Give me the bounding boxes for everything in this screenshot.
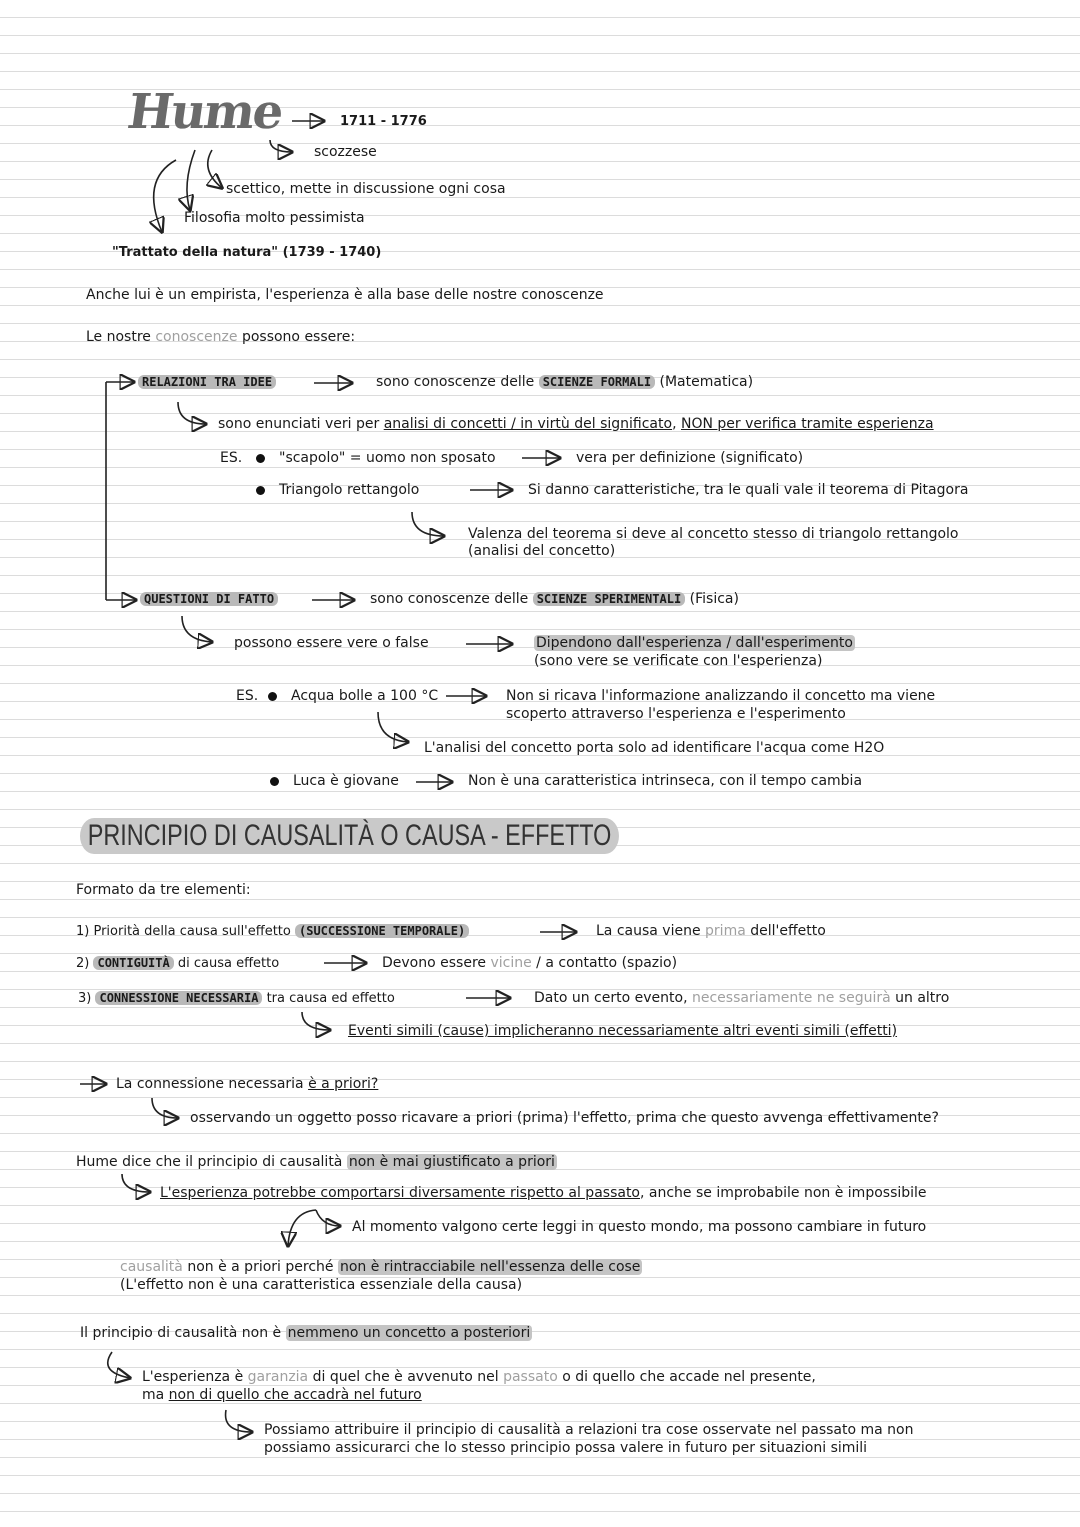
p2-res-b: / a contatto (spazio) [531, 955, 678, 971]
enunc-c: , [672, 416, 681, 432]
relazioni-desc [376, 374, 753, 391]
p3-hl: CONNESSIONE NECESSARIA [95, 991, 262, 1005]
caus-hl: non è rintracciabile nell'essenza delle cose [339, 1259, 641, 1275]
apost-exp-a: L'esperienza è [142, 1369, 248, 1385]
questioni-example-1 [268, 688, 438, 705]
principle-3-note: Eventi simili (cause) implicheranno necessariamente altri eventi simili (effetti) [348, 1023, 898, 1039]
questioni-es: ES. [236, 688, 259, 704]
enunc-d: NON per verifica tramite esperienza [680, 416, 934, 432]
relazioni-desc-prefix: sono conoscenze delle [376, 374, 539, 390]
trait-sceptic: scettico, mette in discussione ogni cosa [226, 181, 506, 197]
principle-1-result [596, 923, 826, 940]
relazioni-desc-suffix: (Matematica) [655, 374, 754, 390]
knowledge-grey: conoscenze [155, 329, 238, 345]
principle-3-result [534, 990, 949, 1007]
questioni-example-2 [270, 773, 399, 790]
apriori-question [116, 1076, 378, 1093]
q-a: La connessione necessaria [116, 1076, 309, 1092]
q-u: è a priori? [308, 1076, 379, 1092]
questioni-desc-suffix: (Fisica) [685, 591, 739, 607]
questioni-label-text: QUESTIONI DI FATTO [140, 592, 278, 606]
trait-pessimist: Filosofia molto pessimista [184, 210, 365, 226]
p1-res-g: prima [705, 923, 746, 939]
relazioni-desc-hl: SCIENZE FORMALI [539, 375, 655, 389]
p2-b: di causa effetto [173, 956, 280, 971]
p3-b: tra causa ed effetto [262, 991, 395, 1006]
principle-3 [78, 990, 395, 1007]
aposteriori-final-2: possiamo assicurarci che lo stesso principio possa valere in futuro per situazioni simili [264, 1440, 868, 1456]
p2-res-g: vicine [490, 955, 532, 971]
work-title: "Trattato della natura" (1739 - 1740) [112, 245, 382, 260]
hume-says [76, 1154, 557, 1171]
formato-line: Formato da tre elementi: [76, 882, 251, 898]
apost-exp2-a: ma [142, 1387, 169, 1403]
apost-exp-g1: garanzia [247, 1369, 309, 1385]
hume-a: Hume dice che il principio di causalità [76, 1154, 347, 1170]
dep1-text: Dipendono dall'esperienza / dall'esperimento [536, 635, 853, 651]
exp-u: L'esperienza potrebbe comportarsi diversamente rispetto al passato [160, 1185, 640, 1201]
exp-b: , anche se improbabile non è impossibile [640, 1185, 927, 1201]
bullet-icon [256, 486, 265, 495]
relazioni-es: ES. [220, 450, 243, 466]
dates: 1711 - 1776 [340, 114, 427, 129]
questioni-desc [370, 591, 739, 608]
bullet-icon [256, 454, 265, 463]
p1-a: 1) Priorità della causa sull'effetto [76, 924, 295, 939]
principle-2 [76, 955, 279, 972]
relazioni-example-2 [256, 482, 419, 499]
knowledge-suffix: possono essere: [237, 329, 356, 345]
q-ex1-text: Acqua bolle a 100 °C [291, 688, 439, 704]
relazioni-example-1-result: vera per definizione (significato) [576, 450, 804, 466]
questioni-dep-2: (sono vere se verificate con l'esperienza) [534, 653, 823, 669]
aposteriori-exp-1 [142, 1369, 816, 1386]
q-ex2-text: Luca è giovane [293, 773, 399, 789]
p3-res-g: necessariamente ne seguirà [691, 990, 891, 1006]
questioni-example-1-res-1: Non si ricava l'informazione analizzando il concetto ma viene [506, 688, 936, 704]
relazioni-example-1 [256, 450, 496, 467]
apost-hl: nemmeno un concetto a posteriori [287, 1325, 531, 1341]
empirista-line: Anche lui è un empirista, l'esperienza è alla base delle nostre conoscenze [86, 287, 604, 303]
laws-line: Al momento valgono certe leggi in questo mondo, ma possono cambiare in futuro [352, 1219, 927, 1235]
section-title: PRINCIPIO DI CAUSALITÀ O CAUSA - EFFETTO [80, 818, 619, 854]
p3-res-a: Dato un certo evento, [534, 990, 692, 1006]
relazioni-label-text: RELAZIONI TRA IDEE [138, 375, 276, 389]
aposteriori-final-1: Possiamo attribuire il principio di causalità a relazioni tra cose osservate nel passato ma non [264, 1422, 914, 1438]
p3-res-b: un altro [890, 990, 950, 1006]
nationality: scozzese [314, 144, 377, 160]
causality-line [120, 1259, 642, 1276]
p2-hl: CONTIGUITÀ [93, 956, 173, 970]
p1-res-a: La causa viene [596, 923, 706, 939]
page-title: Hume [124, 84, 286, 140]
questioni-truth: possono essere vere o false [234, 635, 429, 651]
apost-exp2-u: non di quello che accadrà nel futuro [168, 1387, 422, 1403]
questioni-example-1-note: L'analisi del concetto porta solo ad identificare l'acqua come H2O [424, 740, 885, 756]
p1-hl: (SUCCESSIONE TEMPORALE) [295, 924, 469, 938]
causality-note: (L'effetto non è una caratteristica essenziale della causa) [120, 1277, 523, 1293]
questioni-desc-hl: SCIENZE SPERIMENTALI [533, 592, 686, 606]
p1-res-b: dell'effetto [745, 923, 826, 939]
relazioni-example-2-result: Si danno caratteristiche, tra le quali vale il teorema di Pitagora [528, 482, 969, 498]
relazioni-enunciati [218, 416, 934, 433]
questioni-label [140, 591, 278, 608]
apost-exp-c: o di quello che accade nel presente, [557, 1369, 816, 1385]
experience-line [160, 1185, 927, 1202]
relazioni-label [138, 374, 276, 391]
principle-2-result [382, 955, 677, 972]
questioni-example-1-res-2: scoperto attraverso l'esperienza e l'esperimento [506, 706, 846, 722]
aposteriori-line [80, 1325, 532, 1342]
aposteriori-exp-2 [142, 1387, 422, 1404]
caus-a: non è a priori perché [182, 1259, 338, 1275]
apriori-question-note: osservando un oggetto posso ricavare a priori (prima) l'effetto, prima che questo avvenga effettivamente? [190, 1110, 939, 1126]
questioni-desc-prefix: sono conoscenze delle [370, 591, 533, 607]
hume-hl: non è mai giustificato a priori [348, 1154, 555, 1170]
apost-exp-g2: passato [503, 1369, 558, 1385]
bullet-icon [268, 692, 277, 701]
relazioni-example-2-note-2: (analisi del concetto) [468, 543, 616, 559]
ex2-text: Triangolo rettangolo [279, 482, 420, 498]
ex1-text: "scapolo" = uomo non sposato [279, 450, 496, 466]
knowledge-prefix: Le nostre [86, 329, 156, 345]
bullet-icon [270, 777, 279, 786]
apost-a: Il principio di causalità non è [80, 1325, 286, 1341]
p2-res-a: Devono essere [382, 955, 491, 971]
questioni-example-2-res: Non è una caratteristica intrinseca, con il tempo cambia [468, 773, 863, 789]
relazioni-example-2-note-1: Valenza del teorema si deve al concetto stesso di triangolo rettangolo [468, 526, 959, 542]
p3-a: 3) [78, 991, 96, 1006]
enunc-b: analisi di concetti / in virtù del significato [383, 416, 673, 432]
enunc-a: sono enunciati veri per [218, 416, 384, 432]
apost-exp-b: di quel che è avvenuto nel [308, 1369, 504, 1385]
knowledge-line [86, 329, 355, 346]
p2-a: 2) [76, 956, 94, 971]
principle-1 [76, 923, 469, 940]
questioni-dep-1 [534, 635, 855, 652]
caus-g: causalità [120, 1259, 183, 1275]
